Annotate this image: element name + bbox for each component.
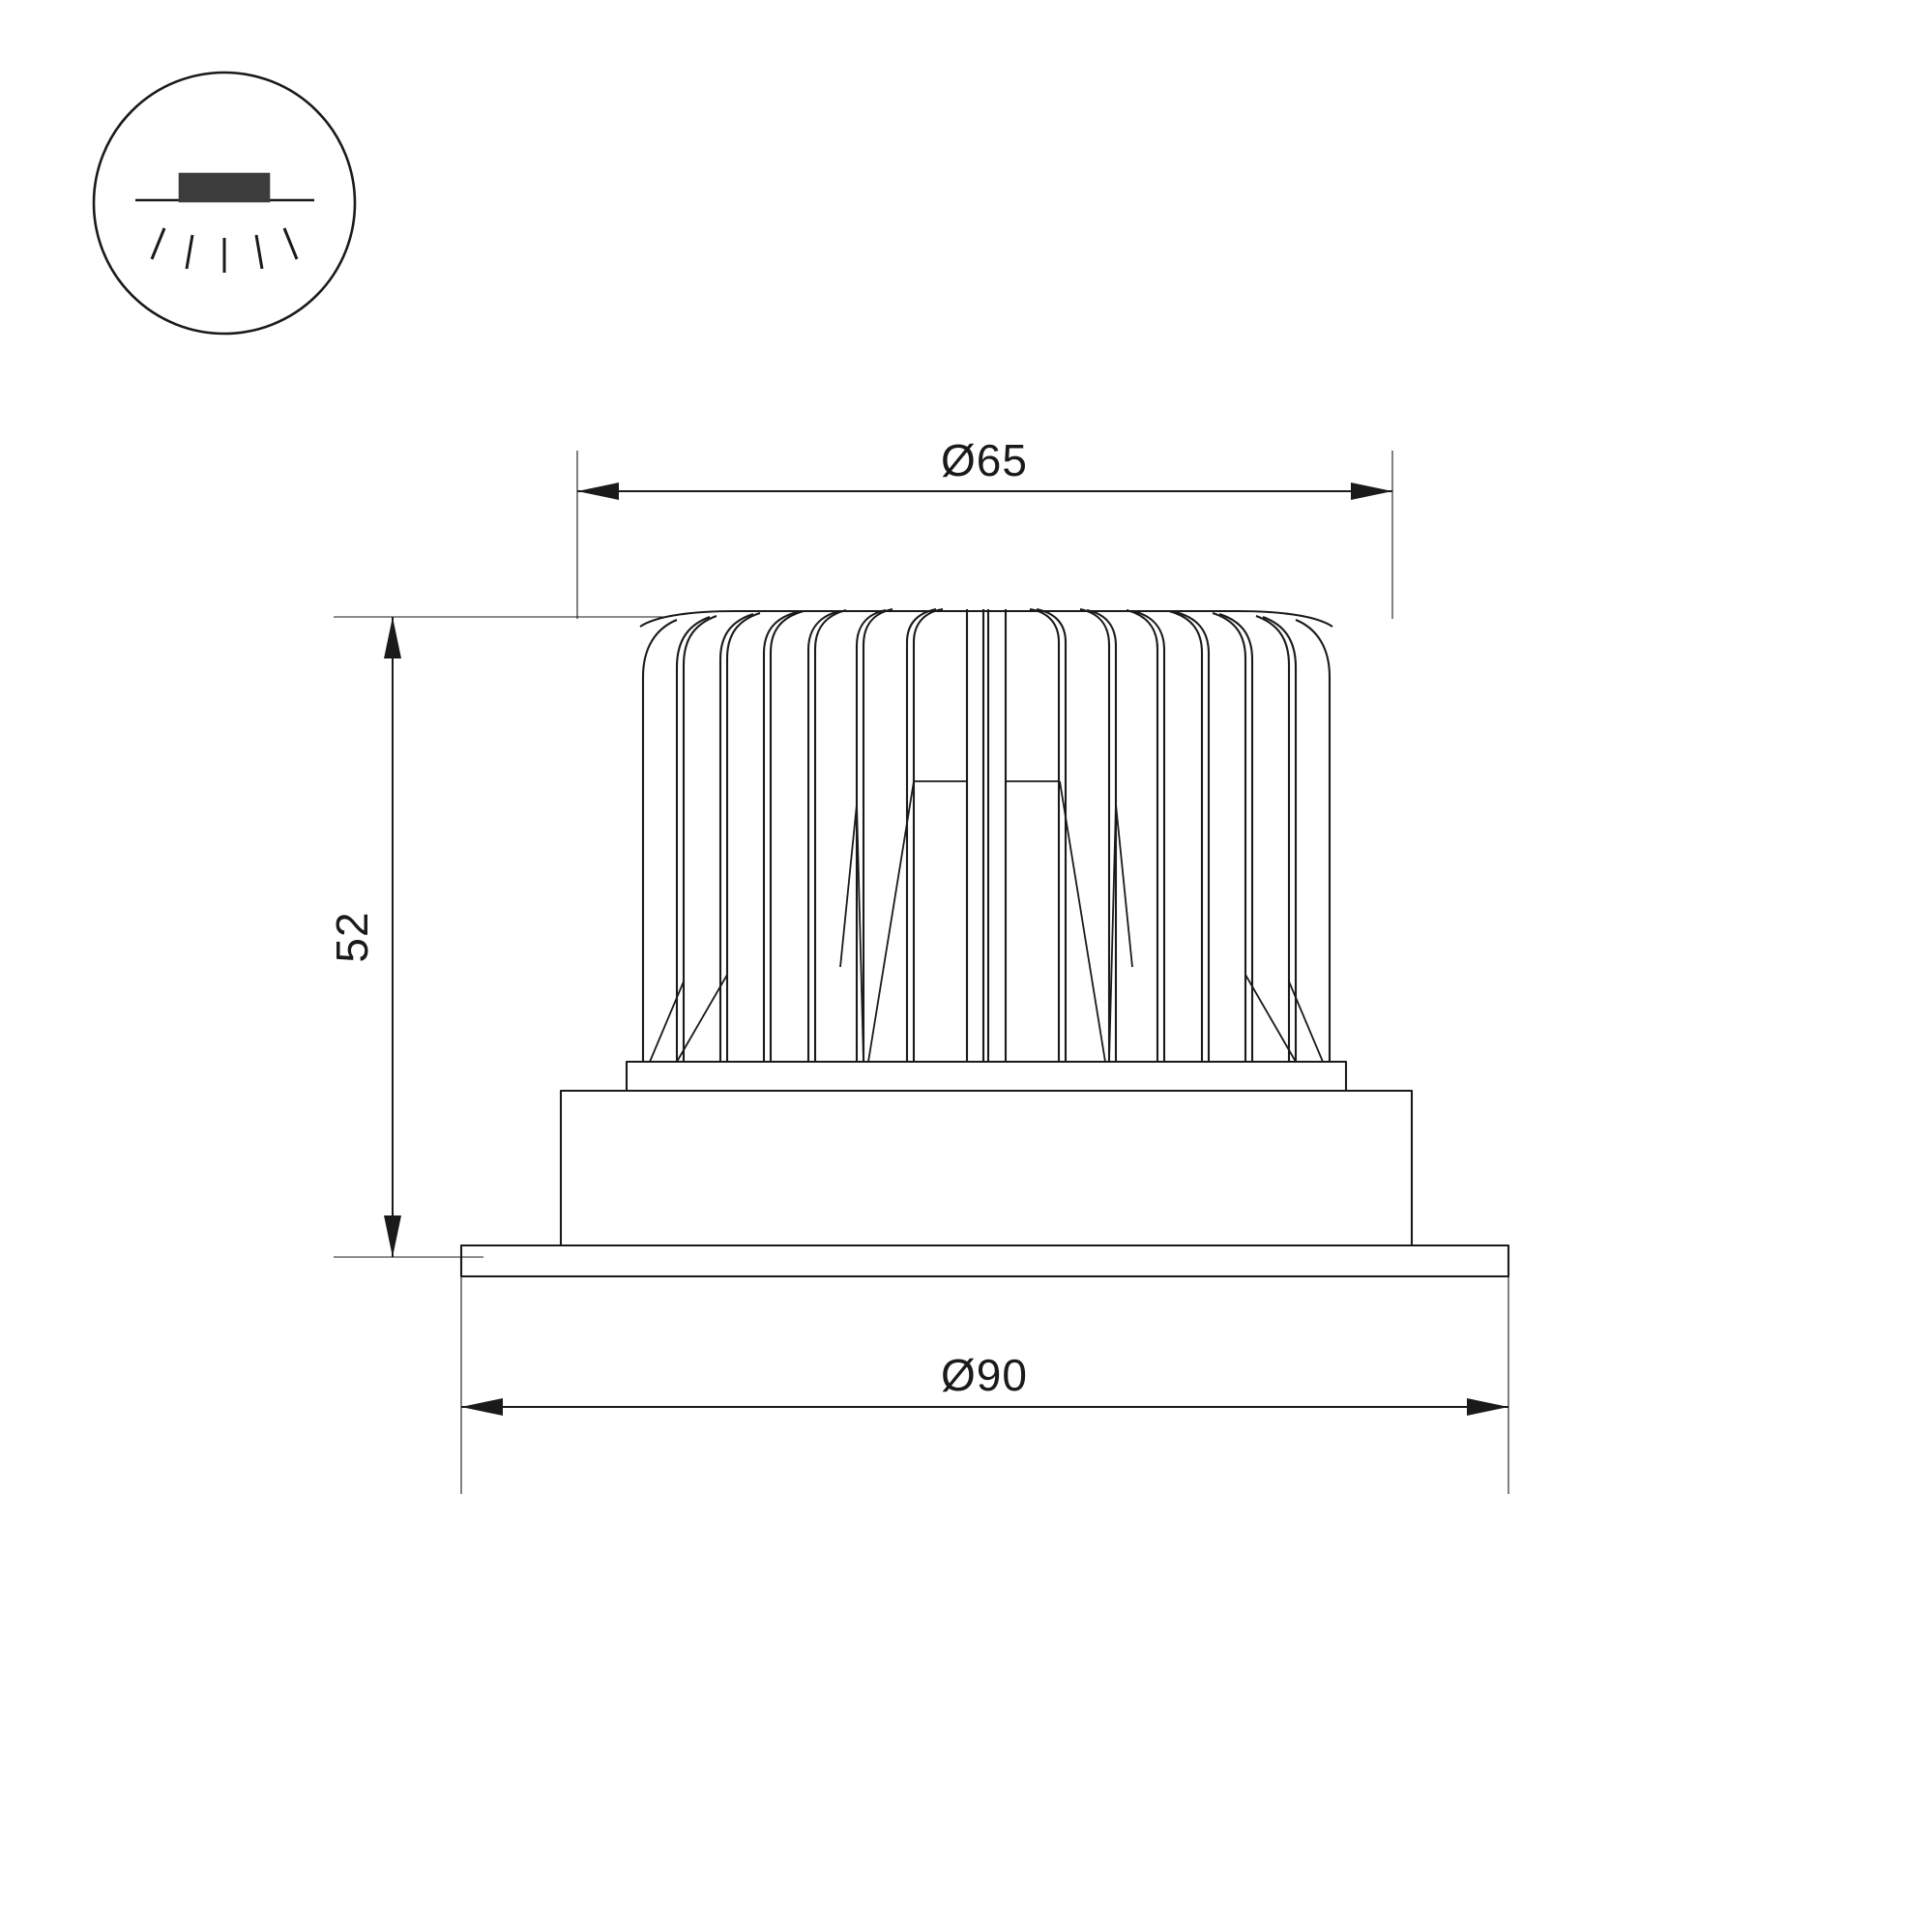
- heatsink-fins-right: [1030, 609, 1330, 1062]
- reflector-internal-edges: [650, 781, 1323, 1062]
- arrow-right-top-width: [1351, 483, 1392, 500]
- arrow-bottom-height: [384, 1215, 401, 1257]
- luminaire-side-view: [461, 609, 1508, 1276]
- dimension-top-width: [577, 435, 1392, 500]
- mounting-plate: [627, 1062, 1346, 1091]
- heatsink-core: [967, 609, 1006, 1062]
- pictogram-circle: [94, 73, 355, 334]
- dimension-label-bottom-width: Ø90: [941, 1350, 1028, 1400]
- dimension-label-height: 52: [327, 911, 377, 963]
- ceiling-recessed-mounting-symbol: [94, 73, 355, 334]
- pictogram-housing: [180, 174, 269, 201]
- arrow-left-bottom-width: [461, 1398, 503, 1416]
- trim-flange: [461, 1245, 1508, 1276]
- extension-lines: [334, 451, 1508, 1494]
- pictogram-light-rays: [152, 228, 297, 273]
- heatsink-outline: [638, 617, 1334, 1062]
- driver-housing: [561, 1091, 1412, 1245]
- arrow-right-bottom-width: [1467, 1398, 1508, 1416]
- arrow-top-height: [384, 617, 401, 659]
- dimension-height: [327, 617, 401, 1257]
- dimension-bottom-width: [461, 1350, 1508, 1416]
- dimension-label-top-width: Ø65: [941, 435, 1028, 485]
- arrow-left-top-width: [577, 483, 619, 500]
- heatsink-fins-left: [643, 609, 943, 1062]
